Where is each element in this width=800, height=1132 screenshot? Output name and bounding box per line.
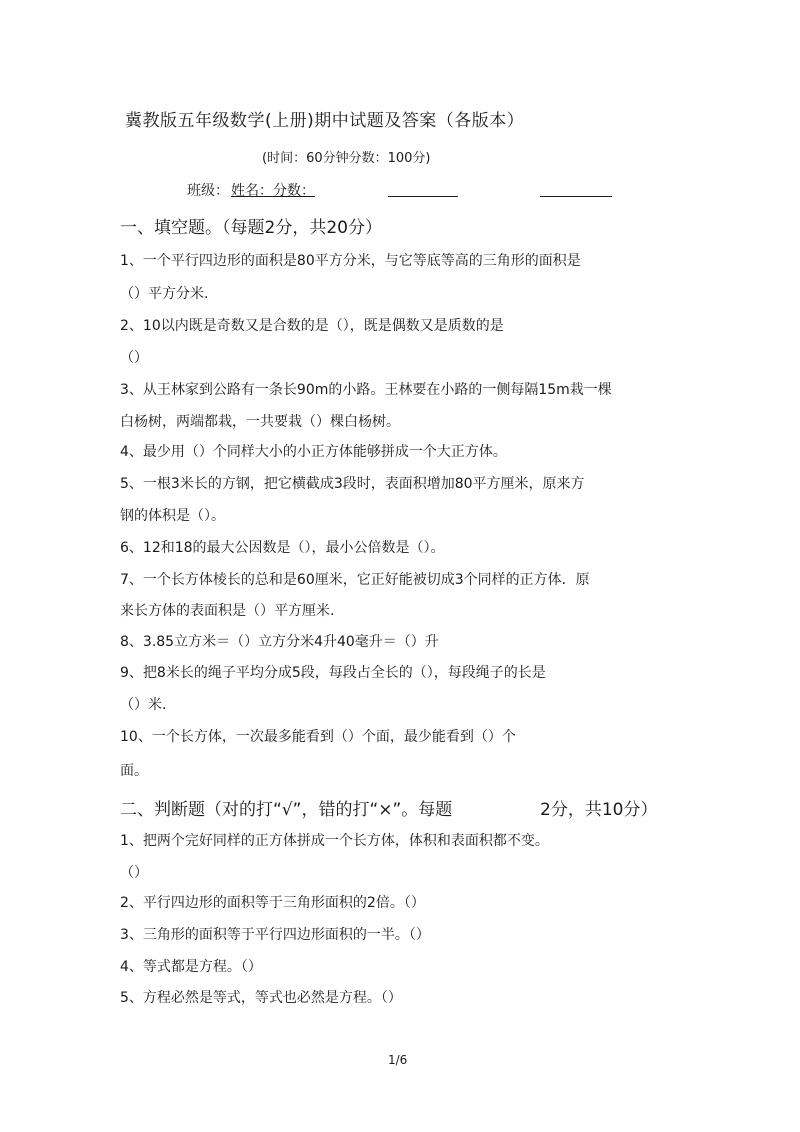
s2-line: 3、三角形的面积等于平行四边形面积的一半。（） [120, 927, 430, 943]
s1-line: 6、12和18的最大公因数是（），最小公倍数是（）。 [120, 540, 445, 556]
s1-line: 8、3.85立方米＝（）立方分米4升40毫升＝（）升 [120, 634, 439, 650]
s1-line: 1、一个平行四边形的面积是80平方分米，与它等底等高的三角形的面积是 [120, 253, 581, 269]
name-blank-line [388, 196, 458, 197]
s1-line: （）米. [120, 697, 167, 713]
s1-line: 2、10以内既是奇数又是合数的是（），既是偶数又是质数的是 [120, 318, 504, 334]
s1-line: 5、一根3米长的方钢，把它横截成3段时，表面积增加80平方厘米，原来方 [120, 476, 585, 492]
class-label: 班级： [187, 183, 229, 199]
s1-line: （）平方分米. [120, 286, 209, 302]
s1-line: （） [120, 350, 148, 366]
s1-line: 9、把8米长的绳子平均分成5段，每段占全长的（），每段绳子的长是 [120, 665, 546, 681]
s1-line: 钢的体积是（）。 [120, 508, 225, 524]
s2-line: （） [120, 865, 148, 881]
s1-line: 来长方体的表面积是（）平方厘米. [120, 603, 335, 619]
score-blank-line [540, 196, 612, 197]
page-title: 冀教版五年级数学(上册)期中试题及答案（各版本） [125, 111, 525, 131]
s2-line: 4、等式都是方程。（） [120, 959, 262, 975]
name-score-label: 姓名：分数： [231, 183, 315, 199]
s2-line: 5、方程必然是等式，等式也必然是方程。（） [120, 990, 402, 1006]
s1-line: 面。 [120, 763, 148, 779]
section2-heading: 二、判断题（对的打“√”，错的打“×”。每题 [120, 800, 453, 820]
s1-line: 10、一个长方体，一次最多能看到（）个面，最少能看到（）个 [120, 729, 516, 745]
section1-heading: 一、填空题。（每题2分，共20分） [120, 218, 382, 238]
s2-line: 2、平行四边形的面积等于三角形面积的2倍。（） [120, 895, 425, 911]
s1-line: 3、从王林家到公路有一条长90m的小路。王林要在小路的一侧每隔15m栽一棵 [120, 382, 612, 398]
s1-line: 7、一个长方体棱长的总和是60厘米，它正好能被切成3个同样的正方体．原 [120, 572, 590, 588]
s1-line: 白杨树，两端都栽，一共要栽（）棵白杨树。 [120, 414, 400, 430]
page-number: 1/6 [388, 1053, 408, 1067]
section2-heading-score: 2分，共10分） [540, 800, 658, 820]
s2-line: 1、把两个完好同样的正方体拼成一个长方体，体积和表面积都不变。 [120, 833, 549, 849]
s1-line: 4、最少用（）个同样大小的小正方体能够拼成一个大正方体。 [120, 444, 507, 460]
exam-info: (时间：60分钟分数：100分) [262, 151, 431, 166]
